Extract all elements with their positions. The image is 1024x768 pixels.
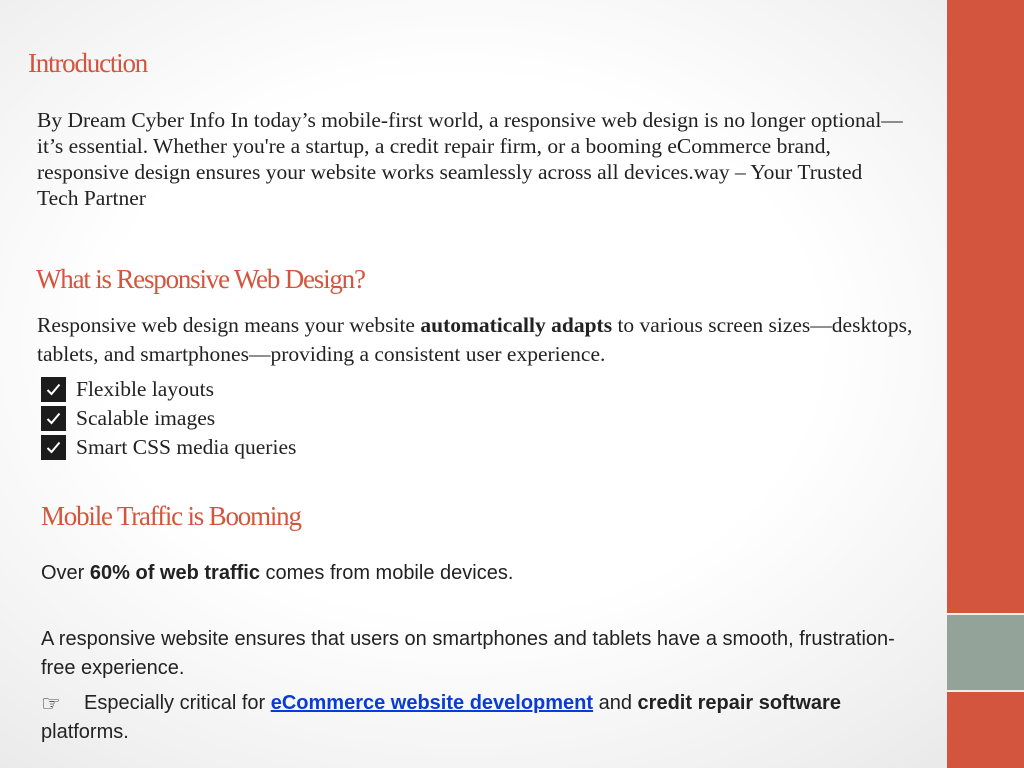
critical-text-before: Especially critical for <box>84 692 271 714</box>
traffic-text-bold: 60% of web traffic <box>89 562 260 584</box>
what-text-before: Responsive web design means your website <box>37 313 421 337</box>
critical-text-middle: and <box>593 692 638 714</box>
checklist-label: Scalable images <box>76 406 216 430</box>
intro-heading: Introduction <box>28 48 148 78</box>
checklist-item <box>41 404 296 433</box>
checkmark-icon <box>41 377 66 402</box>
sidebar-band-top <box>947 0 1024 613</box>
traffic-paragraph <box>41 562 513 585</box>
what-text-after: to various screen sizes—desktops, tablets, and smartphones—providing a consistent user experience. <box>37 313 913 366</box>
checkmark-icon <box>41 435 66 460</box>
sidebar-band-bottom <box>947 692 1024 768</box>
traffic-text-after: comes from mobile devices. <box>259 562 514 584</box>
critical-text-after: platforms. <box>41 721 129 743</box>
critical-paragraph <box>41 689 921 747</box>
ecommerce-development-link[interactable]: eCommerce website development <box>270 692 594 714</box>
responsive-paragraph: A responsive website ensures that users on smartphones and tablets have a smooth, frustration-free experience. <box>41 628 895 679</box>
traffic-text-before: Over <box>41 562 90 584</box>
what-text-bold: automatically adapts <box>420 313 613 337</box>
pointing-hand-icon: ☞ <box>41 691 61 716</box>
checklist-item <box>41 375 296 404</box>
what-paragraph <box>37 311 927 369</box>
intro-paragraph: By Dream Cyber Info In today’s mobile-first world, a responsive web design is no longer optional—it’s essential. Whether you're a startup, a credit repair firm, or a booming eCommerce brand, responsive design ensures your website works seamlessly across all devices.way – Your Trusted Tech Partner <box>37 108 903 210</box>
sidebar-band-middle <box>947 615 1024 690</box>
checklist-label: Smart CSS media queries <box>76 435 297 459</box>
checklist-label: Flexible layouts <box>76 377 214 401</box>
checklist-item <box>41 433 296 462</box>
checkmark-icon <box>41 406 66 431</box>
decorative-sidebar <box>947 0 1024 768</box>
what-heading: What is Responsive Web Design? <box>36 264 365 294</box>
feature-checklist <box>41 375 296 462</box>
critical-text-bold: credit repair software <box>637 692 841 714</box>
mobile-heading: Mobile Traffic is Booming <box>41 501 301 531</box>
